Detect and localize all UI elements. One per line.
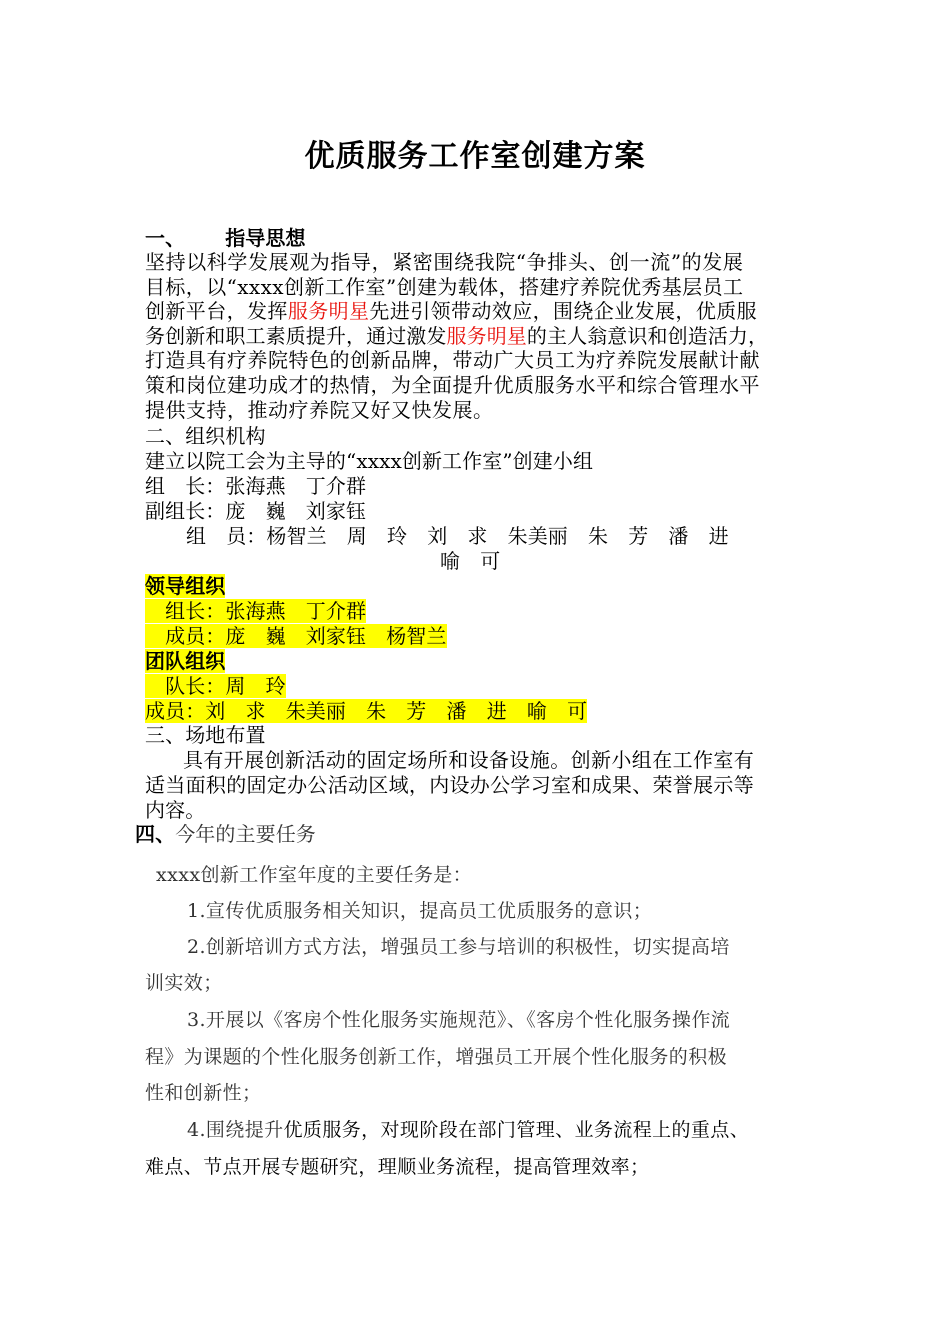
task-item-2: 2.创新培训方式方法，增强员工参与培训的积极性，切实提高培 [187,936,730,958]
group-members-line-2: 喻 可 [440,549,501,573]
task-item-3: 3.开展以《客房个性化服务实施规范》、《客房个性化服务操作流 [187,1009,731,1031]
team-org-members: 成员：刘 求 朱美丽 朱 芳 潘 进 喻 可 [145,699,588,723]
section-3-heading: 三、场地布置 [145,723,266,747]
team-org-heading: 团队组织 [145,649,226,673]
section-4-intro: xxxx创新工作室年度的主要任务是： [156,864,473,886]
service-star-highlight: 服务明星 [287,299,370,324]
service-star-highlight: 服务明星 [446,323,527,348]
task-item-1: 1.宣传优质服务相关知识，提高员工优质服务的意识； [187,900,653,922]
section-3-line: 具有开展创新活动的固定场所和设备设施。创新小组在工作室有 [183,748,755,772]
vice-leader-line: 副组长：庞 巍 刘家钰 [145,499,367,523]
section-1-heading [145,226,306,251]
section-3-line: 适当面积的固定办公活动区域，内设办公学习室和成果、荣誉展示等 [145,773,754,797]
section-4-title: 今年的主要任务 [175,822,316,846]
section-1-title: 指导思想 [225,226,306,250]
section-4-number: 四、 [135,822,176,846]
task-item-4-cont: 难点、节点开展专题研究，理顺业务流程，提高管理效率； [145,1156,650,1178]
section-2-intro: 建立以院工会为主导的“xxxx创新工作室”创建小组 [145,449,594,473]
paragraph-line: 策和岗位建功成才的热情，为全面提升优质服务水平和综合管理水平 [145,372,760,397]
paragraph-line: 创新平台，发挥服务明星先进引领带动效应，围绕企业发展，优质服 [145,299,758,324]
task-item-3-cont: 性和创新性； [145,1082,262,1104]
leadership-org-members: 成员：庞 巍 刘家钰 杨智兰 [145,624,447,649]
section-1-paragraph [145,250,815,422]
section-4-heading [135,822,316,847]
leadership-org-heading: 领导组织 [145,574,226,598]
paragraph-line: 务创新和职工素质提升，通过激发服务明星的主人翁意识和创造活力， [145,323,769,348]
task-item-4: 4.围绕提升优质服务，对现阶段在部门管理、业务流程上的重点、 [187,1119,750,1141]
paragraph-line: 坚持以科学发展观为指导，紧密围绕我院“争排头、创一流”的发展 [145,250,744,274]
section-2-heading: 二、组织机构 [145,424,266,448]
section-3-line: 内容。 [145,798,206,822]
group-members-line: 组 员：杨智兰 周 玲 刘 求 朱美丽 朱 芳 潘 进 [186,524,729,548]
paragraph-line: 打造具有疗养院特色的创新品牌，带动广大员工为疗养院发展献计献 [145,348,760,373]
leadership-org-leader: 组长：张海燕 丁介群 [145,599,366,624]
section-1-number: 一、 [145,226,186,250]
task-item-3-cont: 程》为课题的个性化服务创新工作，增强员工开展个性化服务的积极 [145,1046,728,1068]
task-item-2-cont: 训实效； [145,972,223,994]
page-title: 优质服务工作室创建方案 [304,139,646,174]
group-leader-line: 组 长：张海燕 丁介群 [145,474,367,498]
paragraph-line: 目标，以“xxxx创新工作室”创建为载体，搭建疗养院优秀基层员工 [145,274,744,299]
paragraph-line: 提供支持，推动疗养院又好又快发展。 [145,397,494,422]
team-org-captain: 队长：周 玲 [145,674,286,699]
